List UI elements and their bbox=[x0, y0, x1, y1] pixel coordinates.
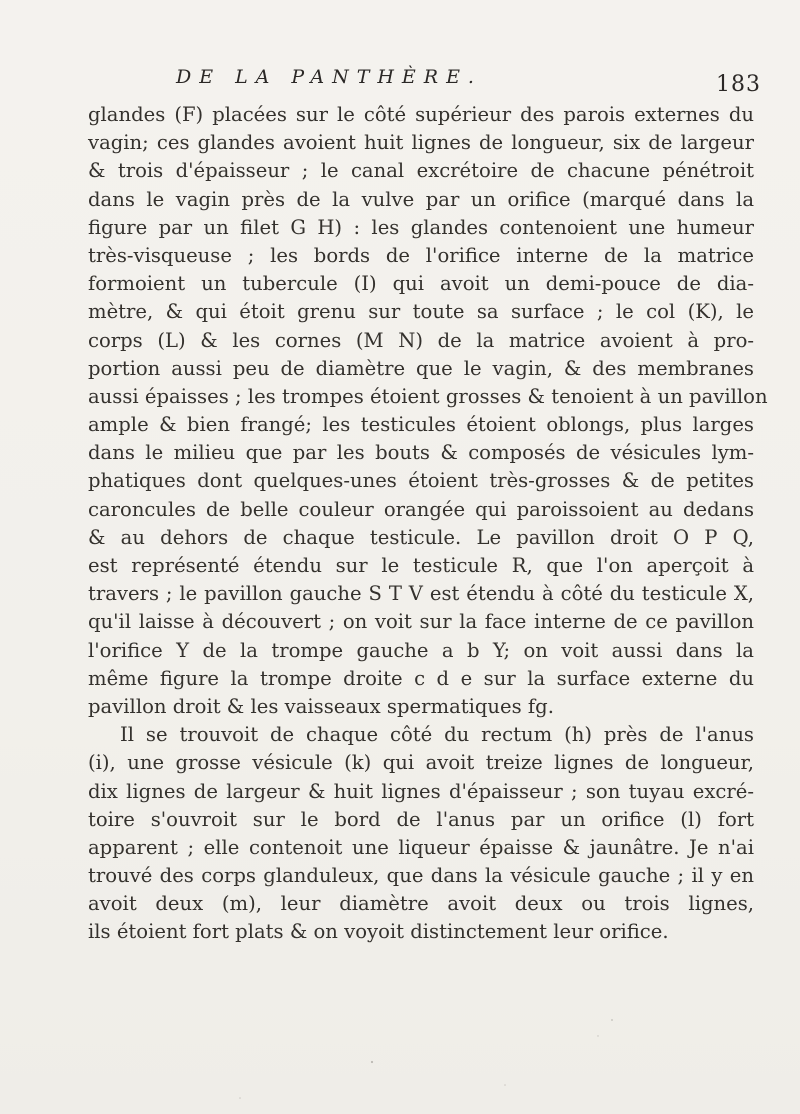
text-line: dans le milieu que par les bouts & composés de vésicules lym- bbox=[88, 441, 754, 465]
text-line: glandes (F) placées sur le côté supérieur des parois externes du bbox=[88, 103, 754, 126]
text-line: (i), une grosse vésicule (k) qui avoit treize lignes de longueur, bbox=[88, 751, 754, 775]
text-line: avoit deux (m), leur diamètre avoit deux ou trois lignes, bbox=[88, 892, 754, 916]
paragraph-first-line: Il se trouvoit de chaque côté du rectum (h) près de l'anus bbox=[120, 723, 754, 747]
text-line: formoient un tubercule (I) qui avoit un demi-pouce de dia- bbox=[88, 272, 754, 296]
running-title: DE LA PANTHÈRE. bbox=[176, 66, 482, 88]
text-line: l'orifice Y de la trompe gauche a b Y; on voit aussi dans la bbox=[88, 638, 754, 662]
text-line: qu'il laisse à découvert ; on voit sur la face interne de ce pavillon bbox=[88, 610, 754, 634]
text-line: mètre, & qui étoit grenu sur toute sa surface ; le col (K), le bbox=[88, 300, 754, 324]
text-line: même figure la trompe droite c d e sur la surface externe du bbox=[88, 666, 754, 690]
text-line: pavillon droit & les vaisseaux spermatiques fg. bbox=[88, 694, 554, 718]
text-line: caroncules de belle couleur orangée qui paroissoient au dedans bbox=[88, 497, 754, 521]
text-line: apparent ; elle contenoit une liqueur épaisse & jaunâtre. Je n'ai bbox=[88, 835, 754, 859]
text-line: figure par un filet G H) : les glandes contenoient une humeur bbox=[88, 215, 754, 239]
text-line: & au dehors de chaque testicule. Le pavillon droit O P Q, bbox=[88, 525, 754, 549]
text-line: toire s'ouvroit sur le bord de l'anus par un orifice (l) fort bbox=[88, 807, 754, 831]
text-line: corps (L) & les cornes (M N) de la matrice avoient à pro- bbox=[88, 328, 754, 352]
text-line: trouvé des corps glanduleux, que dans la vésicule gauche ; il y en bbox=[88, 864, 754, 888]
text-line: portion aussi peu de diamètre que le vagin, & des membranes bbox=[88, 356, 754, 380]
text-line: travers ; le pavillon gauche S T V est étendu à côté du testicule X, bbox=[88, 582, 754, 606]
text-line: très-visqueuse ; les bords de l'orifice interne de la matrice bbox=[88, 243, 754, 267]
body-text bbox=[88, 101, 768, 947]
text-line: ample & bien frangé; les testicules étoient oblongs, plus larges bbox=[88, 413, 754, 437]
text-line: dans le vagin près de la vulve par un orifice (marqué dans la bbox=[88, 187, 754, 211]
text-line: aussi épaisses ; les trompes étoient grosses & tenoient à un pavillon bbox=[88, 384, 768, 408]
text-line: vagin; ces glandes avoient huit lignes de longueur, six de largeur bbox=[88, 131, 754, 155]
text-line: & trois d'épaisseur ; le canal excrétoire de chacune pénétroit bbox=[88, 159, 754, 183]
text-line: phatiques dont quelques-unes étoient très-grosses & de petites bbox=[88, 469, 754, 493]
text-line: ils étoient fort plats & on voyoit distinctement leur orifice. bbox=[88, 920, 669, 944]
text-line: est représenté étendu sur le testicule R, que l'on aperçoit à bbox=[88, 554, 754, 577]
page-number: 183 bbox=[716, 72, 761, 97]
text-line: dix lignes de largeur & huit lignes d'épaisseur ; son tuyau excré- bbox=[88, 779, 754, 803]
